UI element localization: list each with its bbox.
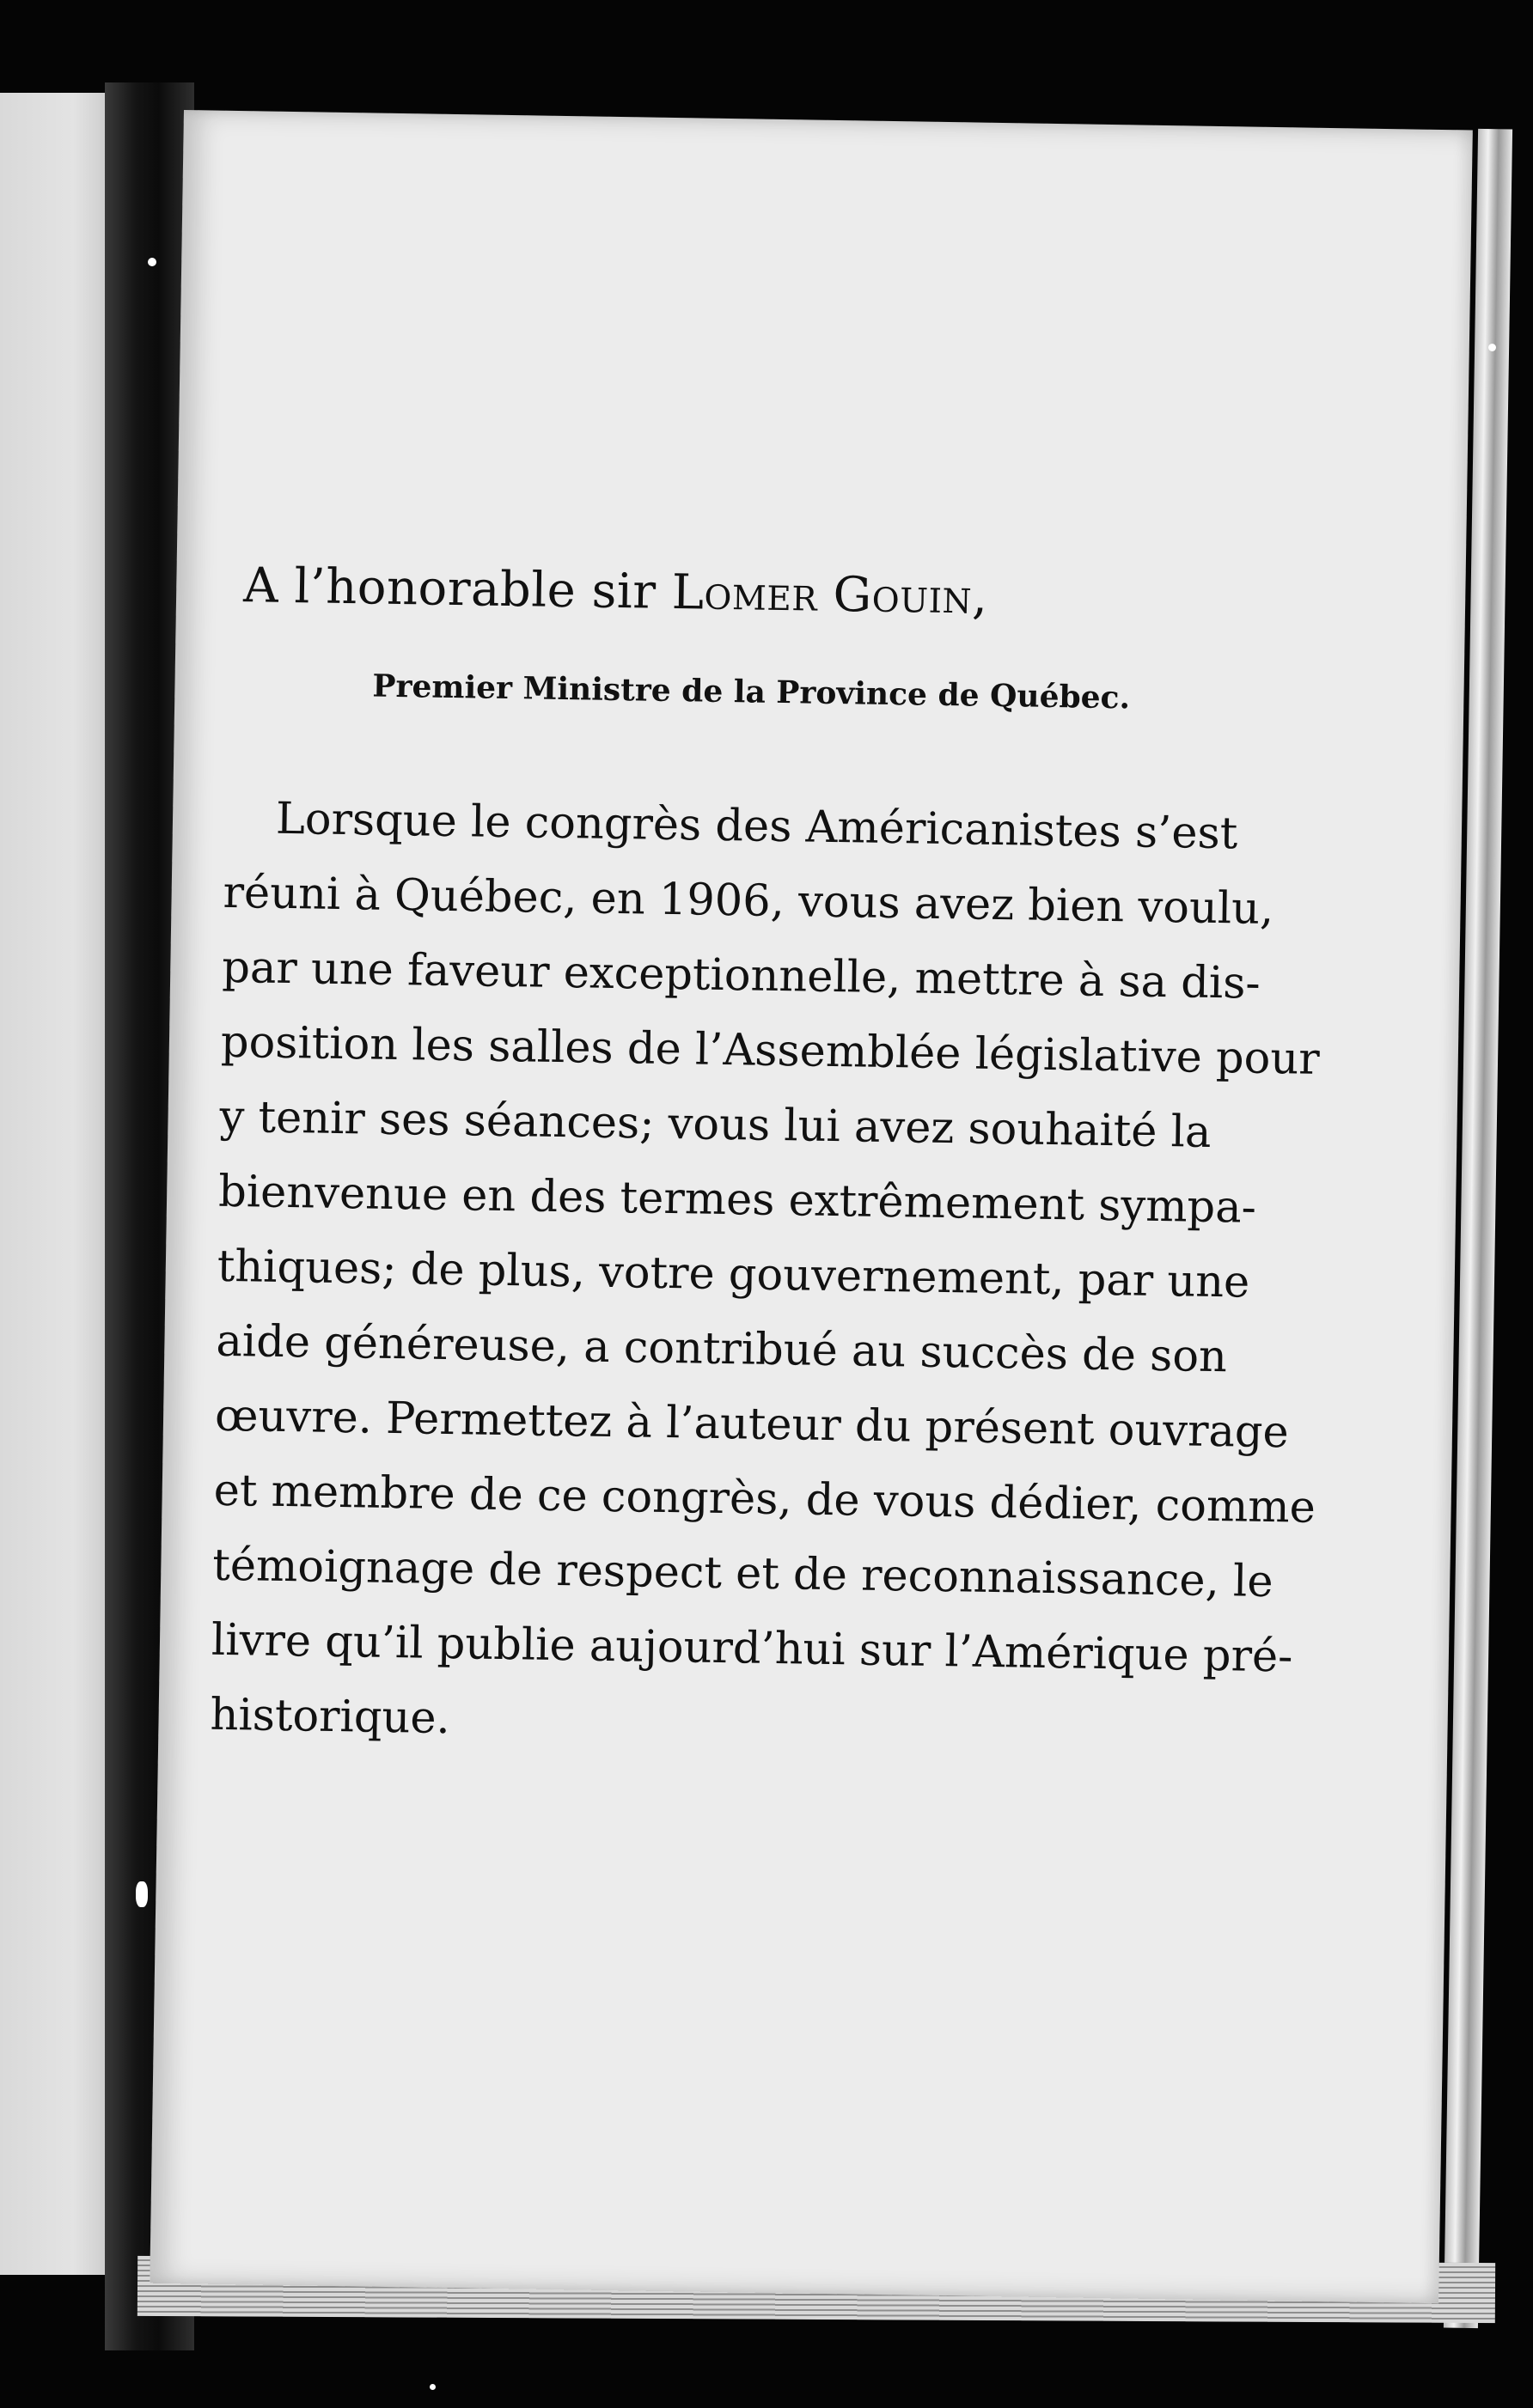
- paragraph-line: par une faveur exceptionnelle, mettre à sa dis-: [221, 942, 1261, 1009]
- dedicatee-name: Lomer Gouin,: [671, 564, 988, 625]
- paragraph-line: bienvenue en des termes extrêmement sympa-: [217, 1166, 1257, 1234]
- facing-page-edge: [0, 93, 105, 2275]
- dedicatee-title: Premier Ministre de la Province de Québec.: [372, 668, 1131, 716]
- paragraph-line: réuni à Québec, en 1906, vous avez bien voulu,: [223, 867, 1274, 936]
- scan-speck: [430, 2384, 436, 2390]
- dedication-paragraph: [210, 781, 1321, 1768]
- paragraph-line: et membre de ce congrès, de vous dédier, comme: [213, 1465, 1316, 1533]
- scan-speck: [136, 1881, 148, 1907]
- dedication-prefix: A l’honorable sir: [242, 558, 673, 620]
- paragraph-line: y tenir ses séances; vous lui avez souhaité la: [219, 1091, 1212, 1158]
- scan-speck: [148, 258, 156, 266]
- paragraph-line: Lorsque le congrès des Américanistes s’est: [275, 793, 1238, 860]
- paragraph-line: position les salles de l’Assemblée législative pour: [220, 1016, 1321, 1085]
- paragraph-line: historique.: [210, 1689, 451, 1745]
- paragraph-line: œuvre. Permettez à l’auteur du présent ouvrage: [214, 1390, 1290, 1459]
- scan-speck: [1488, 344, 1496, 351]
- paragraph-line: livre qu’il publie aujourd’hui sur l’Amérique pré-: [211, 1614, 1293, 1683]
- paragraph-line: témoignage de respect et de reconnaissance, le: [211, 1539, 1274, 1608]
- dedication-text-block: [150, 110, 1473, 2303]
- paragraph-line: thiques; de plus, votre gouvernement, par une: [217, 1241, 1250, 1308]
- dedication-heading: [243, 558, 988, 625]
- paragraph-line: aide généreuse, a contribué au succès de son: [216, 1315, 1228, 1383]
- book-page: [150, 110, 1473, 2303]
